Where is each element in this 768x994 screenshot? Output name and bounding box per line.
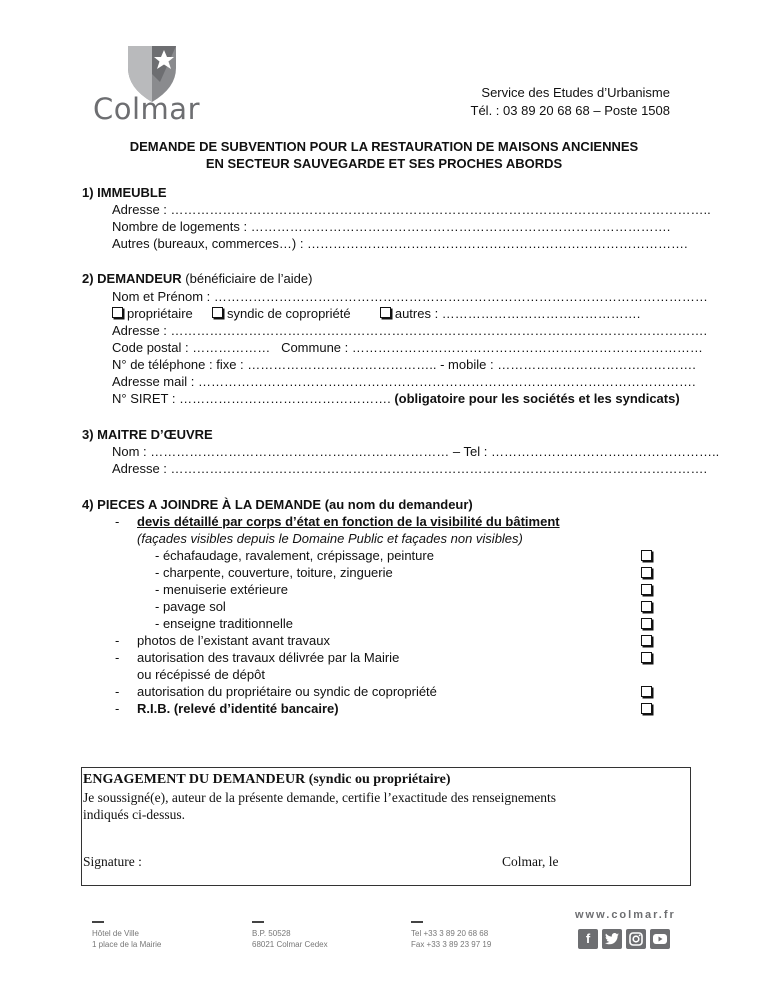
service-name: Service des Etudes d’Urbanisme bbox=[481, 85, 670, 100]
syndic-checkbox[interactable] bbox=[212, 307, 223, 318]
autorisation-checkbox[interactable] bbox=[641, 652, 652, 663]
document-title bbox=[0, 138, 768, 172]
footer-divider bbox=[92, 921, 104, 923]
devis-item: devis détaillé par corps d’état en fonction de la visibilité du bâtiment bbox=[137, 514, 560, 529]
section-maitre-oeuvre-heading: 3) MAITRE D’ŒUVRE bbox=[82, 427, 213, 442]
logo-wordmark: Colmar bbox=[93, 92, 200, 126]
siret-label: N° SIRET : …………………………………………. bbox=[112, 391, 391, 406]
footer-address bbox=[92, 928, 161, 950]
devis-note: (façades visibles depuis le Domaine Public et façades non visibles) bbox=[137, 531, 523, 546]
demandeur-nom-field: Nom et Prénom : …………………………………………………………………………………………………… bbox=[112, 289, 708, 304]
maitre-oeuvre-nom-tel-field: Nom : …………………………………………………………… – Tel : …………………………………………….. bbox=[112, 444, 720, 459]
proprietaire-checkbox[interactable] bbox=[112, 307, 123, 318]
immeuble-logements-field: Nombre de logements : ……………………………………………………………………………………. bbox=[112, 219, 671, 234]
demandeur-status-options bbox=[112, 305, 640, 322]
immeuble-adresse-field: Adresse : …………………………………………………………………………………………………………….. bbox=[112, 202, 711, 217]
dash-marker: - bbox=[115, 684, 120, 699]
footer-bp-number: B.P. 50528 bbox=[252, 929, 291, 938]
commune-field: Commune : ……………………………………………………………………… bbox=[281, 340, 703, 355]
footer-place: 1 place de la Mairie bbox=[92, 940, 162, 949]
section-pieces-heading: 4) PIECES A JOINDRE À LA DEMANDE (au nom du demandeur) bbox=[82, 497, 473, 512]
title-line-1: DEMANDE DE SUBVENTION POUR LA RESTAURATION DE MAISONS ANCIENNES bbox=[129, 139, 639, 154]
syndic-label: syndic de copropriété bbox=[227, 306, 351, 321]
dash-marker: - bbox=[115, 701, 120, 716]
demandeur-siret-field bbox=[112, 390, 680, 407]
dash-marker: - bbox=[115, 650, 120, 665]
footer-cedex: 68021 Colmar Cedex bbox=[252, 940, 328, 949]
recepisse-item: ou récépissé de dépôt bbox=[137, 667, 265, 682]
photos-item: photos de l’existant avant travaux bbox=[137, 633, 330, 648]
service-phone: Tél. : 03 89 20 68 68 – Poste 1508 bbox=[470, 103, 670, 118]
colmar-date-label: Colmar, le bbox=[502, 854, 559, 869]
section-immeuble-heading: 1) IMMEUBLE bbox=[82, 185, 167, 200]
dash-marker: - bbox=[115, 633, 120, 648]
autorisation-item: autorisation des travaux délivrée par la Mairie bbox=[137, 650, 400, 665]
rib-item: R.I.B. (relevé d’identité bancaire) bbox=[137, 701, 339, 716]
devis-sub-item: - pavage sol bbox=[155, 599, 226, 614]
title-line-2: EN SECTEUR SAUVEGARDE ET SES PROCHES ABORDS bbox=[205, 156, 563, 171]
pavage-checkbox[interactable] bbox=[641, 601, 652, 612]
service-block bbox=[471, 84, 670, 120]
engagement-text-line-1: Je soussigné(e), auteur de la présente demande, certifie l’exactitude des renseignements bbox=[83, 790, 557, 805]
devis-sub-item: - enseigne traditionnelle bbox=[155, 616, 294, 631]
immeuble-autres-field: Autres (bureaux, commerces…) : ……………………………………………………………………………. bbox=[112, 236, 688, 251]
siret-note: (obligatoire pour les sociétés et les syndicats) bbox=[390, 391, 680, 406]
demandeur-telephone-field: N° de téléphone : fixe : …………………………………….. - mobile : ………………………………………. bbox=[112, 357, 696, 372]
devis-sub-item: - charpente, couverture, toiture, zinguerie bbox=[155, 565, 393, 580]
photos-checkbox[interactable] bbox=[641, 635, 652, 646]
devis-sub-item: - menuiserie extérieure bbox=[155, 582, 288, 597]
facebook-icon[interactable]: f bbox=[578, 929, 598, 949]
footer-contact bbox=[411, 928, 491, 950]
devis-sub-item: - échafaudage, ravalement, crépissage, peinture bbox=[155, 548, 434, 563]
footer-divider bbox=[252, 921, 264, 923]
footer-hotel-de-ville: Hôtel de Ville bbox=[92, 929, 139, 938]
signature-label: Signature : bbox=[83, 854, 142, 869]
footer-fax: Fax +33 3 89 23 97 19 bbox=[411, 940, 492, 949]
engagement-title: ENGAGEMENT DU DEMANDEUR (syndic ou propriétaire) bbox=[83, 772, 451, 787]
demandeur-cp-commune bbox=[112, 339, 703, 356]
demandeur-heading-note: (bénéficiaire de l’aide) bbox=[181, 271, 313, 286]
autorisation-proprietaire-item: autorisation du propriétaire ou syndic de copropriété bbox=[137, 684, 437, 699]
website-link[interactable]: www.colmar.fr bbox=[575, 909, 676, 921]
footer-divider bbox=[411, 921, 423, 923]
maitre-oeuvre-adresse-field: Adresse : ……………………………………………………………………………………………………………. bbox=[112, 461, 708, 476]
proprietaire-label: propriétaire bbox=[127, 306, 193, 321]
footer-tel: Tel +33 3 89 20 68 68 bbox=[411, 929, 489, 938]
enseigne-checkbox[interactable] bbox=[641, 618, 652, 629]
engagement-text-line-2: indiqués ci-dessus. bbox=[83, 807, 185, 822]
dash-marker: - bbox=[115, 514, 120, 529]
autorisation-proprietaire-checkbox[interactable] bbox=[641, 686, 652, 697]
instagram-icon[interactable] bbox=[626, 929, 646, 949]
echafaudage-checkbox[interactable] bbox=[641, 550, 652, 561]
youtube-icon[interactable] bbox=[650, 929, 670, 949]
charpente-checkbox[interactable] bbox=[641, 567, 652, 578]
code-postal-field: Code postal : ……………… bbox=[112, 340, 271, 355]
rib-checkbox[interactable] bbox=[641, 703, 652, 714]
engagement-box bbox=[81, 767, 691, 886]
demandeur-adresse-field: Adresse : ……………………………………………………………………………………………………………. bbox=[112, 323, 708, 338]
demandeur-mail-field: Adresse mail : ……………………………………………………………………………………………………. bbox=[112, 374, 696, 389]
autres-checkbox[interactable] bbox=[380, 307, 391, 318]
twitter-icon[interactable] bbox=[602, 929, 622, 949]
footer-bp bbox=[252, 928, 328, 950]
demandeur-heading-text: 2) DEMANDEUR bbox=[82, 271, 182, 286]
menuiserie-checkbox[interactable] bbox=[641, 584, 652, 595]
section-demandeur-heading bbox=[82, 270, 312, 287]
autres-label: autres : ………………………………………. bbox=[394, 306, 641, 321]
